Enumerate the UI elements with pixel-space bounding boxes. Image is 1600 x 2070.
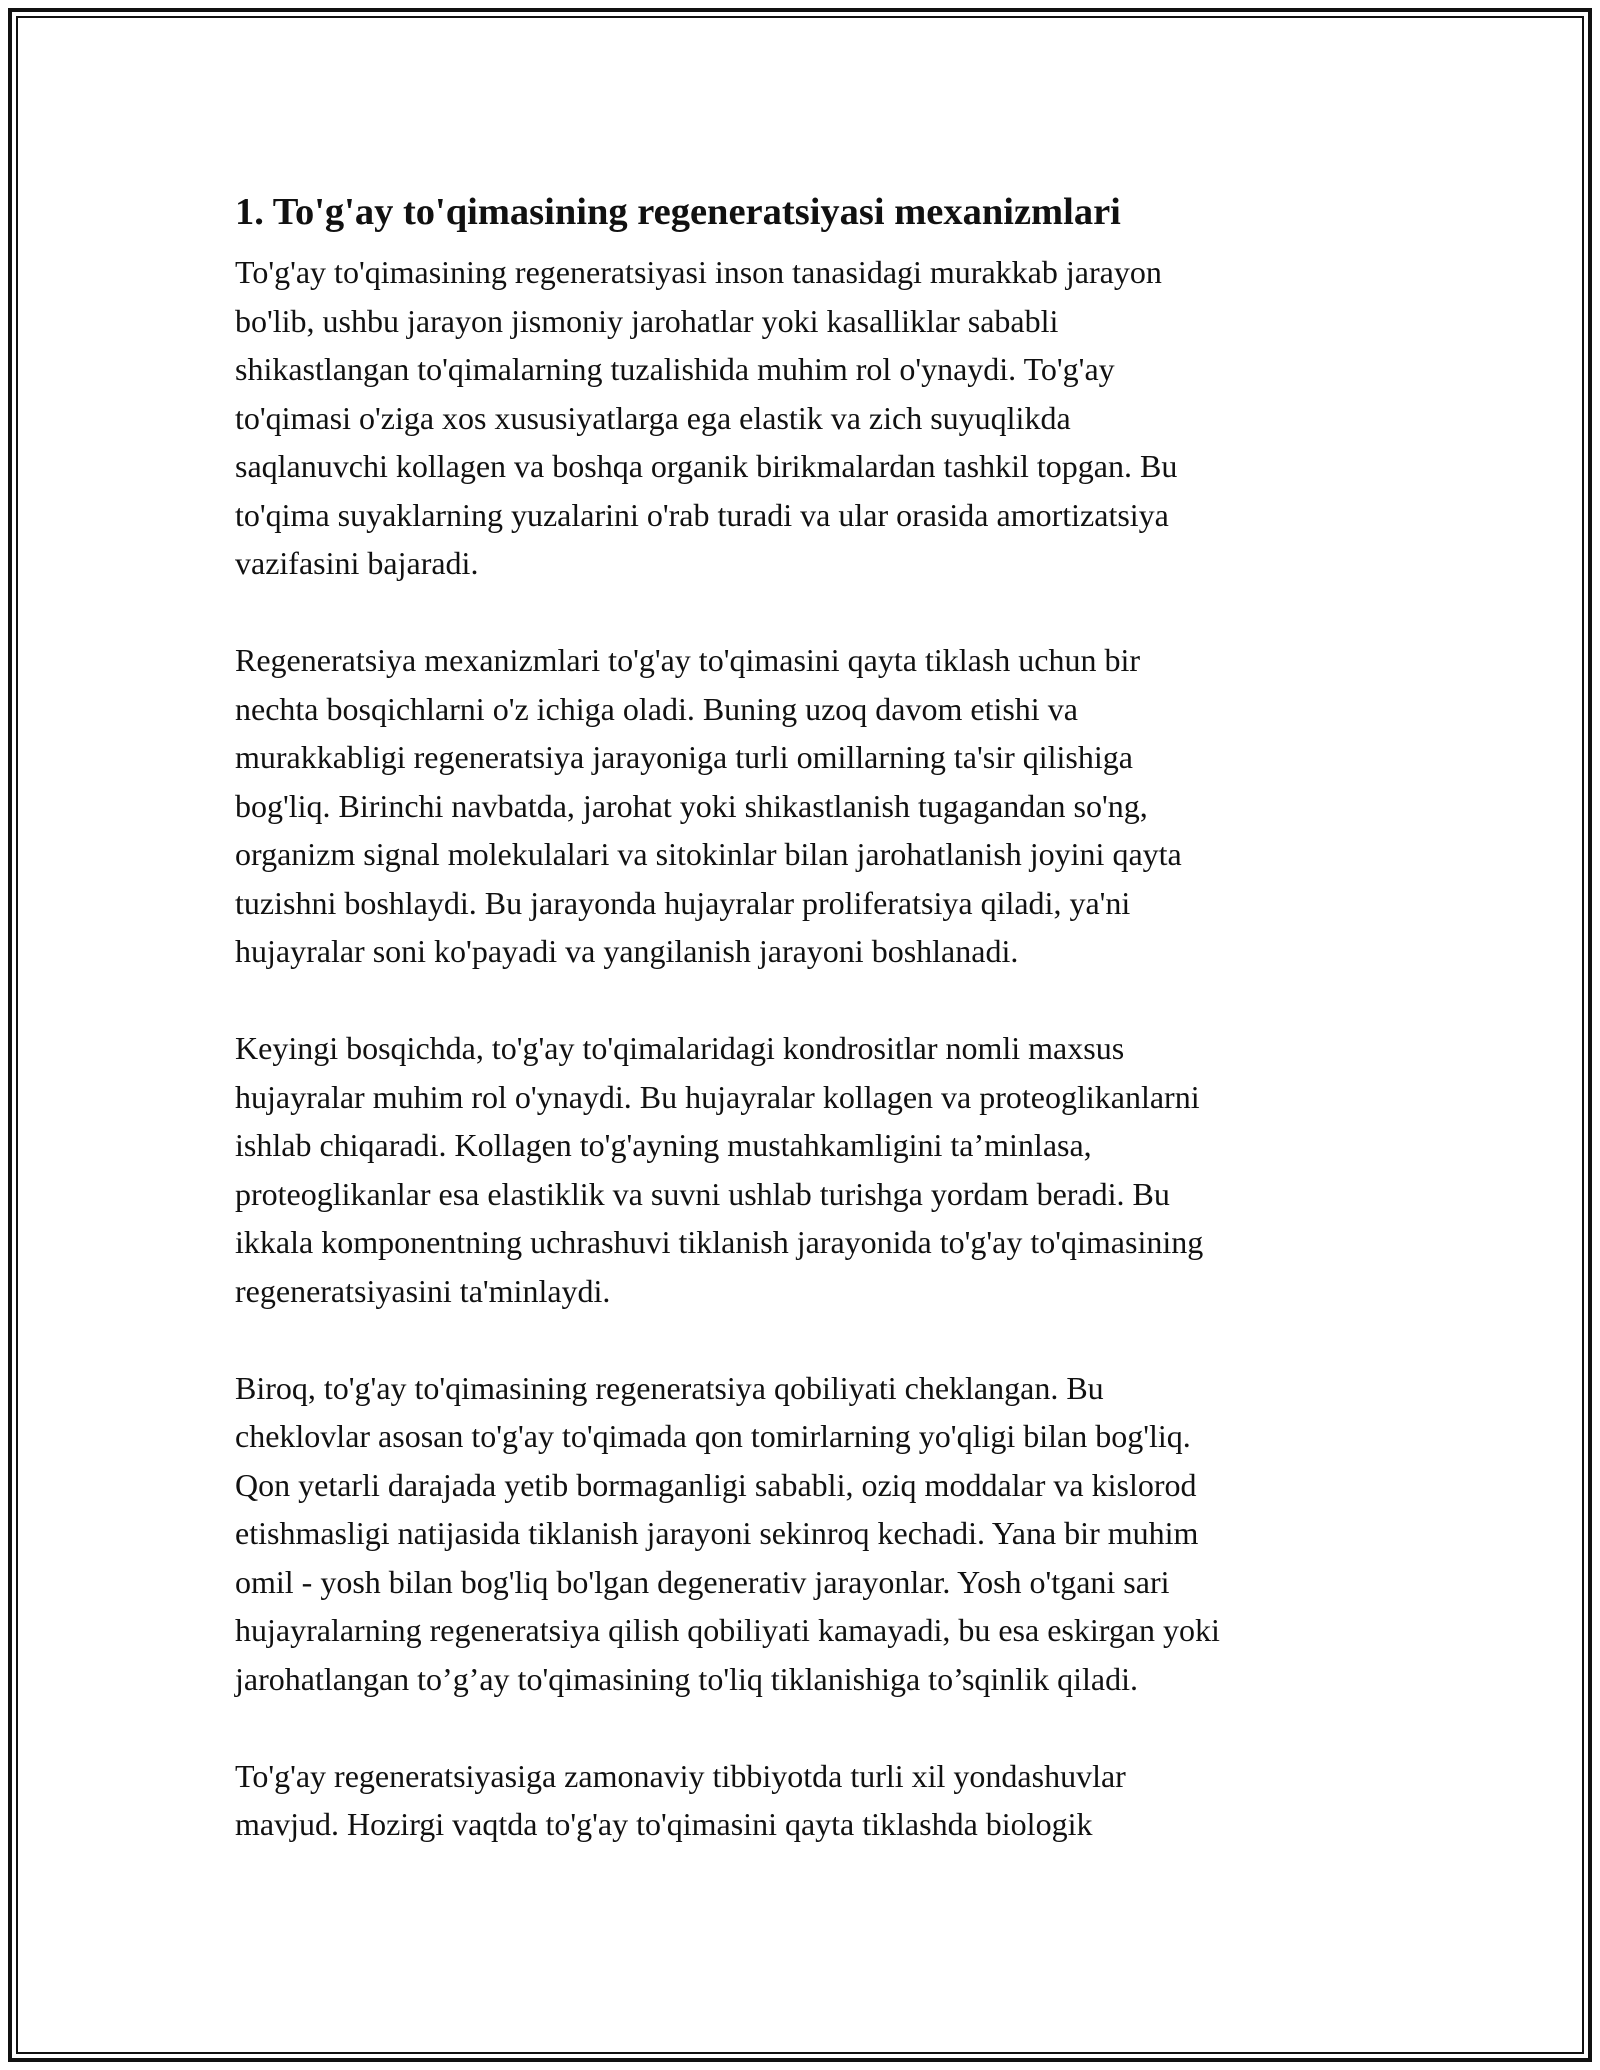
paragraph-line: Qon yetarli darajada yetib bormaganligi sababli, oziq moddalar va kislorod — [235, 1466, 1197, 1503]
paragraph-line: saqlanuvchi kollagen va boshqa organik birikmalardan tashkil topgan. Bu — [235, 448, 1178, 484]
paragraph-line: jarohatlangan to’g’ay to'qimasining to'liq tiklanishiga to’sqinlik qiladi. — [235, 1660, 1138, 1697]
section-heading: 1. To'g'ay to'qimasining regeneratsiyasi mexanizmlari — [235, 191, 1121, 233]
paragraph-line: ishlab chiqaradi. Kollagen to'g'ayning mustahkamligini ta’minlasa, — [235, 1127, 1092, 1163]
paragraph-line: organizm signal molekulalari va sitokinlar bilan jarohatlanish joyini qayta — [235, 836, 1182, 872]
paragraph-line: regeneratsiyasini ta'minlaydi. — [235, 1272, 611, 1309]
paragraph-line: hujayralar soni ko'payadi va yangilanish jarayoni boshlanadi. — [235, 933, 1019, 969]
paragraph-line: cheklovlar asosan to'g'ay to'qimada qon tomirlarning yo'qligi bilan bog'liq. — [235, 1418, 1191, 1454]
paragraph-line: omil - yosh bilan bog'liq bo'lgan degenerativ jarayonlar. Yosh o'tgani sari — [235, 1563, 1170, 1600]
document-body — [235, 186, 1365, 1897]
paragraph-5 — [235, 1752, 1365, 1849]
paragraph-line: To'g'ay regeneratsiyasiga zamonaviy tibbiyotda turli xil yondashuvlar — [235, 1757, 1126, 1794]
paragraph-3 — [235, 1024, 1365, 1315]
paragraph-line: to'qimasi o'ziga xos xususiyatlarga ega elastik va zich suyuqlikda — [235, 399, 1071, 436]
paragraph-4 — [235, 1364, 1365, 1704]
paragraph-line: vazifasini bajaradi. — [235, 545, 479, 581]
paragraph-line: Keyingi bosqichda, to'g'ay to'qimalaridagi kondrositlar nomli maxsus — [235, 1030, 1125, 1066]
paragraph-line: mavjud. Hozirgi vaqtda to'g'ay to'qimasini qayta tiklashda biologik — [235, 1806, 1093, 1842]
paragraph-line: shikastlangan to'qimalarning tuzalishida muhim rol o'ynaydi. To'g'ay — [235, 351, 1115, 387]
paragraph-line: To'g'ay to'qimasining regeneratsiyasi inson tanasidagi murakkab jarayon — [235, 254, 1162, 290]
paragraph-2 — [235, 636, 1365, 976]
paragraph-line: hujayralar muhim rol o'ynaydi. Bu hujayralar kollagen va proteoglikanlarni — [235, 1078, 1200, 1115]
paragraph-line: etishmasligi natijasida tiklanish jarayoni sekinroq kechadi. Yana bir muhim — [235, 1515, 1199, 1551]
paragraph-line: proteoglikanlar esa elastiklik va suvni ushlab turishga yordam beradi. Bu — [235, 1175, 1170, 1212]
paragraph-line: nechta bosqichlarni o'z ichiga oladi. Buning uzoq davom etishi va — [235, 690, 1078, 727]
paragraph-1 — [235, 248, 1365, 588]
paragraph-line: Biroq, to'g'ay to'qimasining regeneratsiya qobiliyati cheklangan. Bu — [235, 1369, 1104, 1406]
paragraph-line: to'qima suyaklarning yuzalarini o'rab turadi va ular orasida amortizatsiya — [235, 496, 1169, 533]
paragraph-line: ikkala komponentning uchrashuvi tiklanish jarayonida to'g'ay to'qimasining — [235, 1224, 1204, 1260]
paragraph-line: bo'lib, ushbu jarayon jismoniy jarohatlar yoki kasalliklar sababli — [235, 302, 1059, 339]
paragraph-line: Regeneratsiya mexanizmlari to'g'ay to'qimasini qayta tiklash uchun bir — [235, 642, 1141, 678]
paragraph-line: murakkabligi regeneratsiya jarayoniga turli omillarning ta'sir qilishiga — [235, 739, 1133, 775]
paragraph-line: hujayralarning regeneratsiya qilish qobiliyati kamayadi, bu esa eskirgan yoki — [235, 1612, 1220, 1648]
paragraph-line: bog'liq. Birinchi navbatda, jarohat yoki shikastlanish tugagandan so'ng, — [235, 787, 1148, 824]
paragraph-line: tuzishni boshlaydi. Bu jarayonda hujayralar proliferatsiya qiladi, ya'ni — [235, 884, 1131, 921]
